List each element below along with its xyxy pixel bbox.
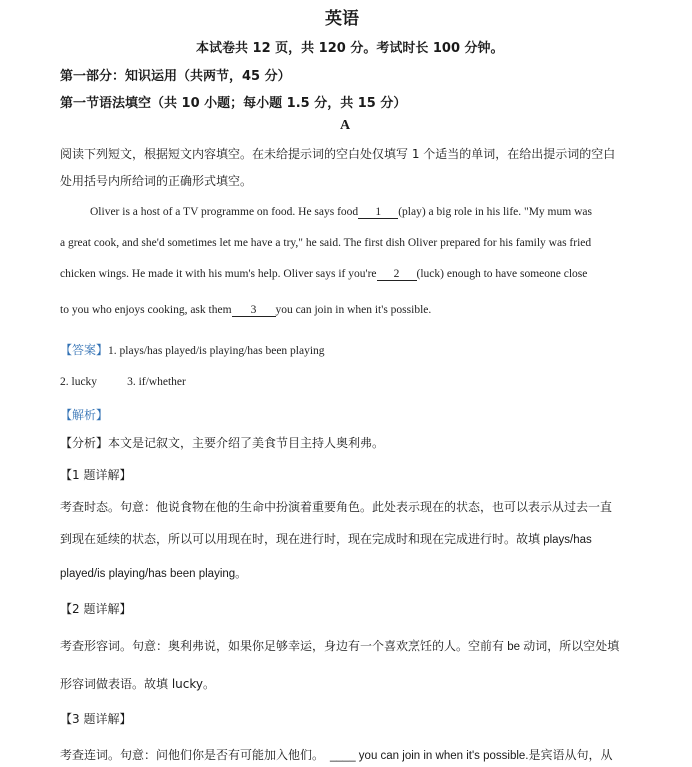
part-heading: 第一部分：知识运用（共两节，45 分） [60,69,291,84]
q2-text-en: be [504,641,524,653]
q3-label: 【3 题详解】 [60,712,132,726]
answer-line [60,376,186,388]
q1-explanation [60,565,247,581]
q1-answer-text: played/is playing/has been playing。 [60,568,247,580]
q3-text: 是宾语从句，从 [528,748,613,762]
section-heading: 第一节语法填空（共 10 小题；每小题 1.5 分，共 15 分） [60,96,407,111]
passage-line: a great cook, and she'd sometimes let me have a try," he said. The first dish Oliver prepared for his family was fried [60,237,592,249]
blank-2: 2 [377,268,417,281]
q3-text-en: you can join in when it's possible. [355,750,529,762]
passage-text: you can join in when it's possible. [275,304,432,316]
passage-line [60,268,587,281]
passage-text: chicken wings. He made it with his mum's help. Oliver says if you're [60,268,377,280]
answer-1: 1. plays/has played/is playing/has been playing [108,345,325,357]
instruction-line: 处用括号内所给词的正确形式填空。 [60,174,253,188]
answer-2: 2. lucky [60,376,98,388]
page-title: 英语 [325,9,359,29]
passage-label: A [340,118,351,133]
q1-label: 【1 题详解】 [60,468,132,482]
analysis-summary: 【分析】本文是记叙文，主要介绍了美食节目主持人奥利弗。 [60,436,385,450]
q3-text: 考查连词。句意：问他们你是否有可能加入他们。 [60,748,325,762]
q2-label: 【2 题详解】 [60,602,132,616]
passage-line [90,206,592,219]
blank-1: 1 [358,206,398,219]
answer-3: 3. if/whether [127,376,186,388]
instruction-line: 阅读下列短文，根据短文内容填空。在未给提示词的空白处仅填写 1 个适当的单词，在给出提示词的空白 [60,147,616,161]
passage-text: (play) a big role in his life. "My mum was [398,206,592,218]
q2-text: 动词，所以空处填 [523,639,620,653]
passage-text: Oliver is a host of a TV programme on food. He says food [90,206,359,218]
answer-line [60,341,325,358]
passage-line [60,304,431,317]
q1-answer-text: plays/has [540,534,592,546]
answer-label: 【答案】 [60,343,109,357]
q3-explanation [60,746,613,763]
analysis-label: 【解析】 [60,408,109,422]
q1-explanation: 考查时态。句意：他说食物在他的生命中扮演着重要角色。此处表示现在的状态，也可以表示从过去一直 [60,500,613,514]
exam-info: 本试卷共 12 页，共 120 分。考试时长 100 分钟。 [196,41,504,56]
q2-text: 考查形容词。句意：奥利弗说，如果你足够幸运，身边有一个喜欢烹饪的人。空前有 [60,639,505,653]
q3-blank: ____ [330,750,356,762]
q2-explanation: 形容词做表语。故填 lucky。 [60,677,215,691]
q2-explanation [60,637,619,654]
passage-text: (luck) enough to have someone close [416,268,588,280]
q1-explanation [60,530,592,547]
blank-3: 3 [232,304,276,317]
passage-text: to you who enjoys cooking, ask them [60,304,232,316]
q1-text: 到现在延续的状态，所以可以用现在时，现在进行时，现在完成时和现在完成进行时。故填 [60,532,541,546]
